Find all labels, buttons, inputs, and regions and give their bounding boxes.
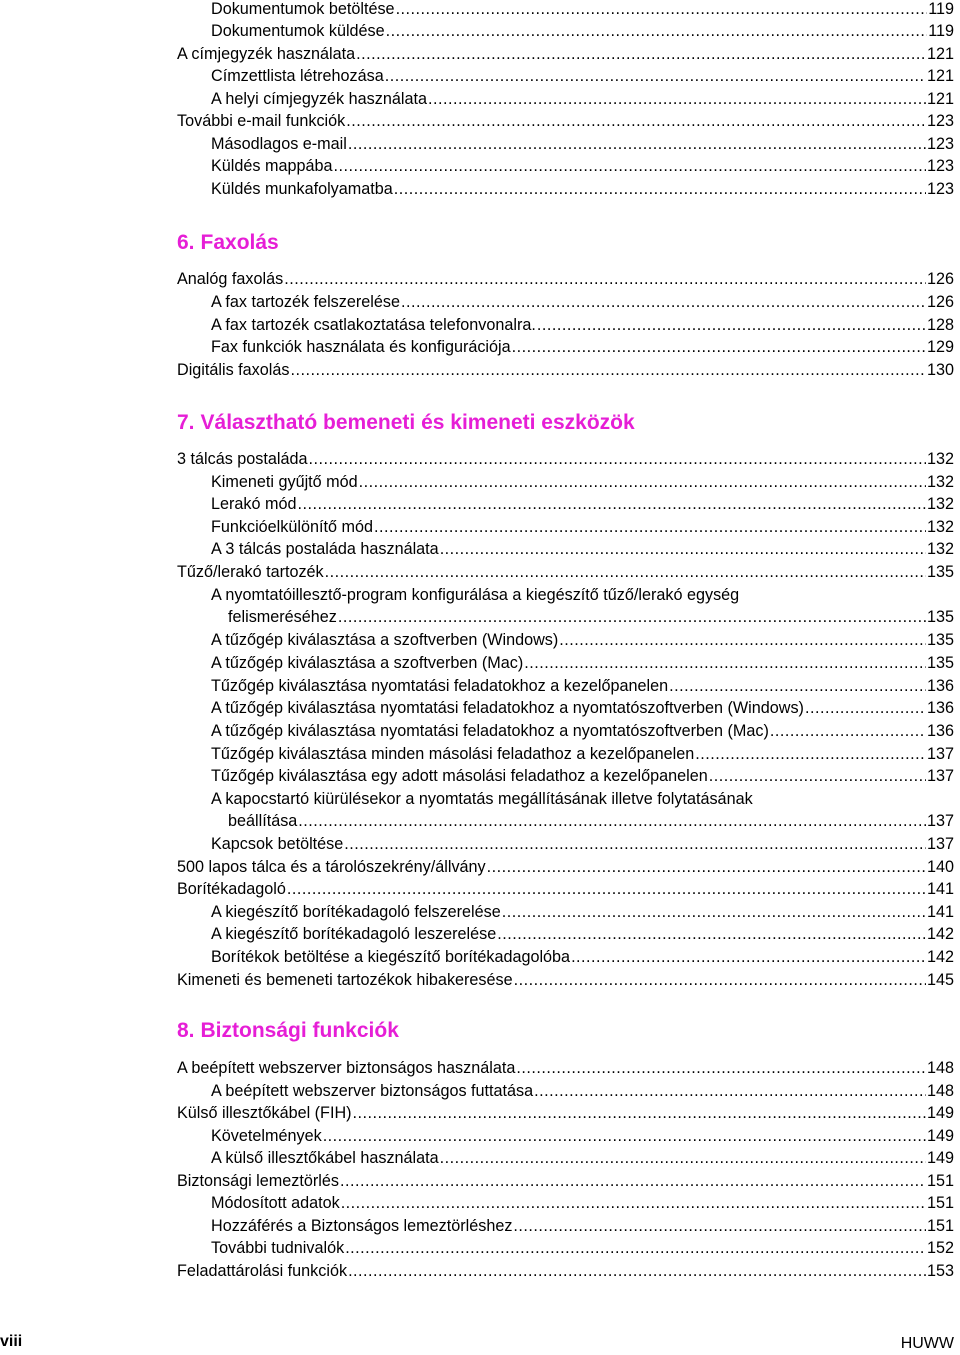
- toc-entry[interactable]: Küldés mappába ..... 123: [211, 155, 954, 177]
- toc-entry[interactable]: A 3 tálcás postaláda használata ..... 132: [211, 538, 954, 560]
- toc-entry[interactable]: 3 tálcás postaláda ..... 132: [177, 448, 954, 470]
- chapter-heading[interactable]: 8. Biztonsági funkciók: [177, 1019, 399, 1042]
- toc-entry[interactable]: Hozzáférés a Biztonságos lemeztörléshez ..... 151: [211, 1215, 954, 1237]
- toc-entry[interactable]: A címjegyzék használata ..... 121: [177, 43, 954, 65]
- toc-entry[interactable]: A tűzőgép kiválasztása a szoftverben (Windows) ..... 135: [211, 629, 954, 651]
- toc-entry[interactable]: Digitális faxolás ..... 130: [177, 359, 954, 381]
- toc-entry[interactable]: Módosított adatok ..... 151: [211, 1192, 954, 1214]
- toc-entry[interactable]: További tudnivalók ..... 152: [211, 1237, 954, 1259]
- toc-entry[interactable]: Dokumentumok betöltése ..... 119: [211, 0, 954, 20]
- toc-entry[interactable]: A kiegészítő borítékadagoló felszerelése ..... 141: [211, 901, 954, 923]
- toc-entry[interactable]: Fax funkciók használata és konfigurációja ..... 129: [211, 336, 954, 358]
- toc-entry[interactable]: Tűző/lerakó tartozék ..... 135: [177, 561, 954, 583]
- page-number: viii: [0, 1333, 23, 1350]
- toc-entry[interactable]: Borítékadagoló ..... 141: [177, 878, 954, 900]
- toc-entry[interactable]: Követelmények ..... 149: [211, 1125, 954, 1147]
- toc-entry[interactable]: A fax tartozék felszerelése ..... 126: [211, 291, 954, 313]
- toc-entry[interactable]: Lerakó mód ..... 132: [211, 493, 954, 515]
- chapter-heading[interactable]: 6. Faxolás: [177, 231, 279, 254]
- toc-entry[interactable]: 500 lapos tálca és a tárolószekrény/állvány ..... 140: [177, 856, 954, 878]
- toc-entry[interactable]: Analóg faxolás ..... 126: [177, 268, 954, 290]
- toc-entry[interactable]: Biztonsági lemeztörlés ..... 151: [177, 1170, 954, 1192]
- toc-entry[interactable]: Kimeneti gyűjtő mód ..... 132: [211, 471, 954, 493]
- toc-entry[interactable]: Tűzőgép kiválasztása nyomtatási feladatokhoz a kezelőpanelen ..... 136: [211, 675, 954, 697]
- toc-entry[interactable]: A beépített webszerver biztonságos futtatása ..... 148: [211, 1080, 954, 1102]
- toc-entry[interactable]: Tűzőgép kiválasztása minden másolási feladathoz a kezelőpanelen ..... 137: [211, 743, 954, 765]
- toc-entry[interactable]: Kapcsok betöltése ..... 137: [211, 833, 954, 855]
- toc-entry[interactable]: Másodlagos e-mail ..... 123: [211, 133, 954, 155]
- toc-entry[interactable]: A tűzőgép kiválasztása a szoftverben (Mac) ..... 135: [211, 652, 954, 674]
- toc-entry[interactable]: További e-mail funkciók ..... 123: [177, 110, 954, 132]
- toc-entry[interactable]: Borítékok betöltése a kiegészítő borítékadagolóba ..... 142: [211, 946, 954, 968]
- toc-entry[interactable]: Funkcióelkülönítő mód ..... 132: [211, 516, 954, 538]
- toc-entry[interactable]: Küldés munkafolyamatba ..... 123: [211, 178, 954, 200]
- toc-entry[interactable]: A fax tartozék csatlakoztatása telefonvonalra. ..... 128: [211, 314, 954, 336]
- toc-entry[interactable]: Kimeneti és bemeneti tartozékok hibakeresése ..... 145: [177, 969, 954, 991]
- toc-entry[interactable]: Dokumentumok küldése ..... 119: [211, 20, 954, 42]
- toc-entry[interactable]: Feladattárolási funkciók ..... 153: [177, 1260, 954, 1282]
- toc-entry[interactable]: Tűzőgép kiválasztása egy adott másolási feladathoz a kezelőpanelen ..... 137: [211, 765, 954, 787]
- toc-entry[interactable]: A tűzőgép kiválasztása nyomtatási feladatokhoz a nyomtatószoftverben (Windows) ..... 136: [211, 697, 954, 719]
- toc-entry[interactable]: A helyi címjegyzék használata ..... 121: [211, 88, 954, 110]
- toc-entry[interactable]: A beépített webszerver biztonságos használata ..... 148: [177, 1057, 954, 1079]
- brand-label: HUWW: [900, 1335, 954, 1352]
- toc-entry[interactable]: A kiegészítő borítékadagoló leszerelése ..... 142: [211, 923, 954, 945]
- toc-entry[interactable]: A nyomtatóillesztő-program konfigurálása a kiegészítő tűző/lerakó egység felismeréséhez ..... 135: [211, 584, 954, 628]
- toc-entry[interactable]: A külső illesztőkábel használata ..... 149: [211, 1147, 954, 1169]
- toc-entry[interactable]: A tűzőgép kiválasztása nyomtatási feladatokhoz a nyomtatószoftverben (Mac) ..... 136: [211, 720, 954, 742]
- chapter-heading[interactable]: 7. Választható bemeneti és kimeneti eszközök: [177, 411, 635, 434]
- toc-entry[interactable]: A kapocstartó kiürülésekor a nyomtatás megállításának illetve folytatásának beállítása ..... 137: [211, 788, 954, 832]
- toc-entry[interactable]: Külső illesztőkábel (FIH) ..... 149: [177, 1102, 954, 1124]
- toc-entry[interactable]: Címzettlista létrehozása ..... 121: [211, 65, 954, 87]
